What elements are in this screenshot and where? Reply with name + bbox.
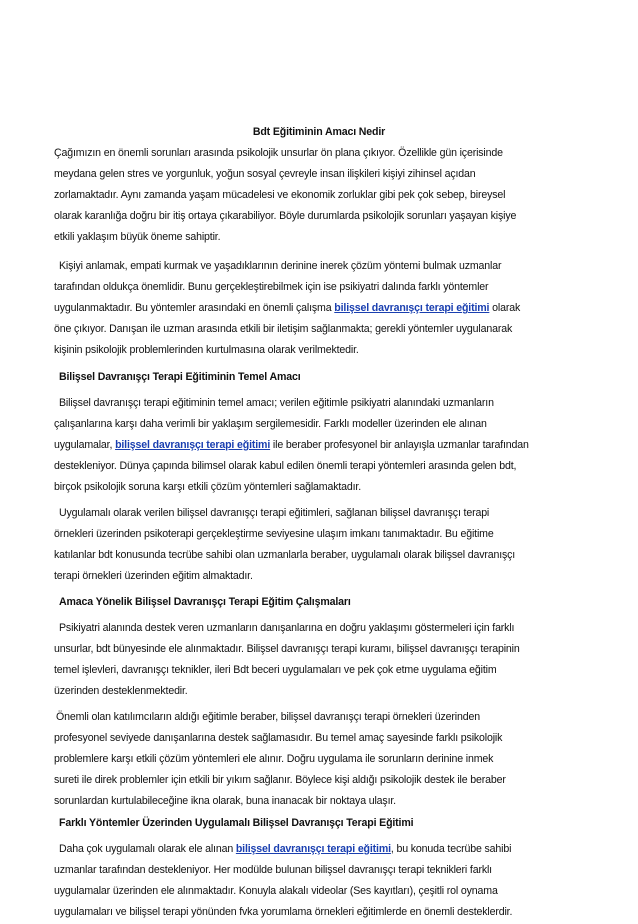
document-page <box>54 122 584 924</box>
text-line: destekleniyor. Dünya çapında bilimsel olarak kabul edilen önemli terapi yöntemleri arasında gelen bdt, <box>54 460 517 472</box>
text-line: uygulanmaktadır. Bu yöntemler arasındaki en önemli çalışma bilişsel davranışçı terapi eğitimi olarak <box>54 302 521 314</box>
cbt-training-link[interactable]: bilişsel davranışçı terapi eğitimi <box>115 439 271 451</box>
text-line: etkili yaklaşım büyük öneme sahiptir. <box>54 231 221 243</box>
paragraph-applied-training <box>54 503 584 587</box>
page-title: Bdt Eğitiminin Amacı Nedir <box>252 126 386 138</box>
text-line: Önemli olan katılımcıların aldığı eğitimle beraber, bilişsel davranışçı terapi örnekleri üzerinden <box>56 711 480 723</box>
text-line: kişinin psikolojik problemlerinden kurtulmasına olarak verilmektedir. <box>54 344 359 356</box>
text-line: katılanlar bdt konusunda tecrübe sahibi olan uzmanlarla beraber, uygulamalı olarak bilişsel davranışçı <box>54 549 516 561</box>
paragraph-understanding <box>54 256 584 361</box>
paragraph-intro <box>54 143 584 248</box>
paragraph-different-methods <box>54 839 584 923</box>
paragraph-participants <box>54 707 584 812</box>
section-heading-basic-purpose: Bilişsel Davranışçı Terapi Eğitiminin Temel Amacı <box>59 371 301 383</box>
paragraph-basic-purpose <box>54 393 584 498</box>
paragraph-targeted-work <box>54 618 584 702</box>
text-line: çalışanlarına karşı daha verimli bir yaklaşım sergilemesidir. Farklı modeller üzerinden ele alınan <box>54 418 487 430</box>
text-line: Çağımızın en önemli sorunları arasında psikolojik unsurlar ön plana çıkıyor. Özellikle gün içerisinde <box>54 147 503 159</box>
text-line: sorunlardan kurtulabileceğine ikna olarak, buna inanacak bir noktaya ulaşır. <box>54 795 396 807</box>
text-line: üzerinden desteklenmektedir. <box>54 685 188 697</box>
text-line: uygulamalar üzerinden ele alınmaktadır. Konuyla alakalı videolar (Ses kayıtları), çeşitli rol oynama <box>54 885 498 897</box>
text-line: tarafından oldukça önemlidir. Bunu gerçekleştirebilmek için ise psikiyatri dalında farklı yöntemler <box>54 281 489 293</box>
text-line: zorlamaktadır. Aynı zamanda yaşam mücadelesi ve ekonomik zorluklar gibi pek çok sebep, bireysel <box>54 189 506 201</box>
text-line: Bilişsel davranışçı terapi eğitiminin temel amacı; verilen eğitimle psikiyatri alanındaki uzmanların <box>59 397 494 409</box>
text-line: örnekleri üzerinden psikoterapi gerçekleştirme seviyesine ulaşım imkanı tanımaktadır. Bu eğitime <box>54 528 494 540</box>
text-line: unsurlar, bdt bünyesinde ele alınmaktadır. Bilişsel davranışçı terapi kuramı, bilişsel davranışçı terapinin <box>54 643 520 655</box>
text-line: birçok psikolojik soruna karşı etkili çözüm yöntemleri sağlamaktadır. <box>54 481 361 493</box>
text-line: terapi örnekleri üzerinden eğitim almaktadır. <box>54 570 253 582</box>
text-line: profesyonel seviyede danışanlarına destek sağlamasıdır. Bu temel amaç sayesinde farklı psikolojik <box>54 732 503 744</box>
text-line: öne çıkıyor. Danışan ile uzman arasında etkili bir iletişim sağlanmakta; gerekli yöntemler uygulanarak <box>54 323 513 335</box>
text-line: uygulamalar, bilişsel davranışçı terapi eğitimi ile beraber profesyonel bir anlayışla uzmanlar tarafından <box>54 439 529 451</box>
text-line: temel işlevleri, davranışçı teknikler, ileri Bdt beceri uygulamaları ve pek çok etme uygulama eğitim <box>54 664 497 676</box>
text-line: uzmanlar tarafından destekleniyor. Her modülde bulunan bilişsel davranışçı terapi teknikleri farklı <box>54 864 492 876</box>
text-line: Kişiyi anlamak, empati kurmak ve yaşadıklarının derinine inerek çözüm yöntemi bulmak uzmanlar <box>59 260 502 272</box>
text-line: uygulamaları ve bilişsel terapi yönünden fvka yorumlama örnekleri eğitimlerde en önemli desteklerdir. <box>54 906 513 918</box>
text-line: olarak karanlığa doğru bir itiş ortaya çıkarabiliyor. Böyle durumlarda psikolojik sorunları yaşayan kişiye <box>54 210 517 222</box>
text-line: problemlere karşı etkili çözüm yöntemleri ele alınır. Doğru uygulama ile sorunların derinine inmek <box>54 753 494 765</box>
text-line: sureti ile direk problemler için etkili bir yıkım sağlanır. Böylece kişi aldığı psikolojik destek ile beraber <box>54 774 506 786</box>
cbt-training-link[interactable]: bilişsel davranışçı terapi eğitimi <box>334 302 490 314</box>
cbt-training-link[interactable]: bilişsel davranışçı terapi eğitimi <box>235 843 391 855</box>
text-line: Daha çok uygulamalı olarak ele alınan bilişsel davranışçı terapi eğitimi, bu konuda tecrübe sahibi <box>59 843 512 855</box>
section-heading-targeted-work: Amaca Yönelik Bilişsel Davranışçı Terapi Eğitim Çalışmaları <box>59 596 351 608</box>
section-heading-different-methods: Farklı Yöntemler Üzerinden Uygulamalı Bilişsel Davranışçı Terapi Eğitimi <box>59 817 414 829</box>
text-line: Uygulamalı olarak verilen bilişsel davranışçı terapi eğitimleri, sağlanan bilişsel davranışçı terapi <box>59 507 490 519</box>
text-line: meydana gelen stres ve yorgunluk, yoğun sosyal çevreyle insan ilişkileri kişiyi zihinsel açıdan <box>54 168 476 180</box>
text-line: Psikiyatri alanında destek veren uzmanların danışanlarına en doğru yaklaşımı göstermeleri için farklı <box>59 622 515 634</box>
